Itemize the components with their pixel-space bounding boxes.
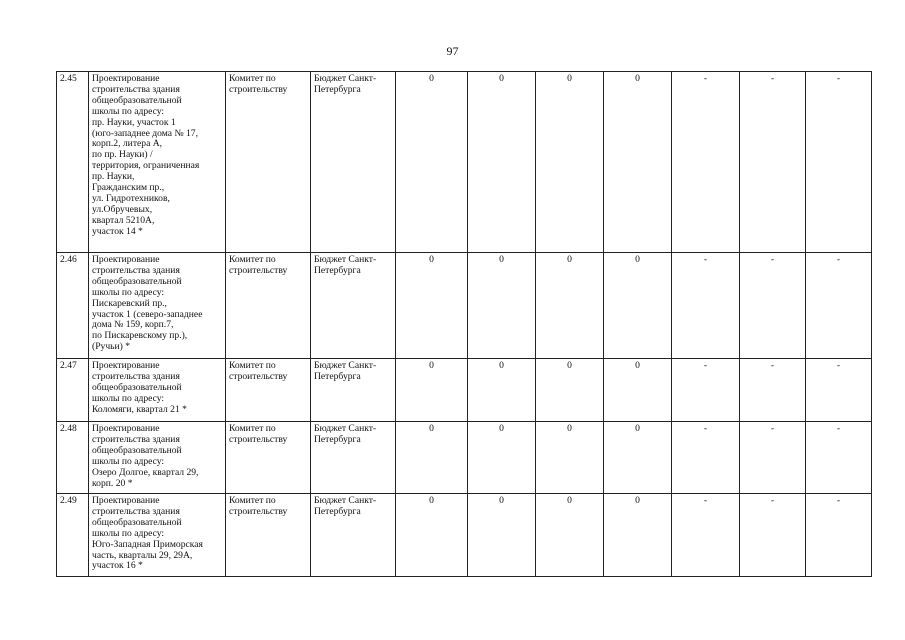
item-number-cell-text: 2.47 — [60, 360, 77, 371]
funding-source-cell-text: Бюджет Санкт- Петербурга — [314, 495, 377, 517]
funding-source-cell-text: Бюджет Санкт- Петербурга — [314, 423, 377, 445]
funding-source-cell-text: Бюджет Санкт- Петербурга — [314, 360, 377, 382]
value-cell — [806, 359, 872, 422]
value-cell-text: - — [770, 254, 775, 265]
value-cell — [672, 253, 740, 359]
value-cell-text: 0 — [635, 360, 640, 371]
value-cell — [396, 72, 468, 253]
value-cell — [604, 359, 672, 422]
value-cell-text: 0 — [635, 73, 640, 84]
value-cell-text: - — [836, 73, 841, 84]
value-cell — [468, 422, 536, 494]
funding-source-cell — [311, 422, 396, 494]
value-cell-text: 0 — [429, 73, 434, 84]
value-cell-text: - — [770, 495, 775, 506]
executor-cell — [226, 72, 311, 253]
value-cell — [396, 422, 468, 494]
value-cell-text: 0 — [567, 360, 572, 371]
activity-name-cell-text: Проектирование строительства здания общеобразовательной школы по адресу: Озеро Долгое, квартал 29, корп. 20 * — [92, 423, 199, 489]
value-cell — [806, 253, 872, 359]
funding-source-cell-text: Бюджет Санкт- Петербурга — [314, 73, 377, 95]
table-row — [57, 359, 872, 422]
value-cell-text: 0 — [499, 73, 504, 84]
activity-name-cell — [89, 494, 226, 577]
value-cell-text: 0 — [429, 254, 434, 265]
value-cell-text: - — [703, 73, 708, 84]
value-cell — [468, 494, 536, 577]
activity-name-cell-text: Проектирование строительства здания общеобразовательной школы по адресу: Пискаревский пр., участок 1 (северо-западнее дома № 159, корп.7, по Пискаревскому пр.), (Ручьи) * — [92, 254, 203, 353]
activity-name-cell — [89, 422, 226, 494]
executor-cell-text: Комитет по строительству — [229, 423, 288, 445]
value-cell — [604, 253, 672, 359]
activity-name-cell — [89, 253, 226, 359]
funding-source-cell — [311, 72, 396, 253]
value-cell — [468, 359, 536, 422]
item-number-cell-text: 2.49 — [60, 495, 77, 506]
funding-source-cell — [311, 359, 396, 422]
value-cell — [806, 72, 872, 253]
value-cell — [740, 494, 806, 577]
value-cell — [468, 253, 536, 359]
item-number-cell — [57, 359, 89, 422]
value-cell-text: - — [703, 254, 708, 265]
value-cell — [536, 494, 604, 577]
value-cell-text: 0 — [635, 254, 640, 265]
value-cell-text: 0 — [567, 423, 572, 434]
value-cell-text: - — [836, 254, 841, 265]
activity-name-cell-text: Проектирование строительства здания общеобразовательной школы по адресу: пр. Науки, участок 1 (юго-западнее дома № 17, корп.2, литера А, по пр. Науки) / территория, ограниченная пр. Науки, Гражданским пр., ул. Гидротехников, ул.Обручевых, квартал 5210А, участок 14 * — [92, 73, 200, 237]
table-row — [57, 494, 872, 577]
value-cell — [396, 359, 468, 422]
value-cell — [536, 72, 604, 253]
activity-name-cell-text: Проектирование строительства здания общеобразовательной школы по адресу: Юго-Западная Приморская часть, кварталы 29, 29А, участок 16 * — [92, 495, 203, 572]
value-cell — [740, 422, 806, 494]
value-cell — [396, 253, 468, 359]
value-cell — [604, 494, 672, 577]
executor-cell-text: Комитет по строительству — [229, 254, 288, 276]
value-cell — [536, 359, 604, 422]
value-cell — [468, 72, 536, 253]
item-number-cell — [57, 494, 89, 577]
executor-cell — [226, 494, 311, 577]
value-cell-text: - — [770, 423, 775, 434]
value-cell-text: 0 — [635, 495, 640, 506]
value-cell — [672, 359, 740, 422]
value-cell-text: 0 — [499, 423, 504, 434]
value-cell-text: - — [836, 360, 841, 371]
item-number-cell-text: 2.46 — [60, 254, 77, 265]
value-cell-text: - — [836, 495, 841, 506]
executor-cell — [226, 359, 311, 422]
value-cell-text: - — [703, 495, 708, 506]
executor-cell — [226, 422, 311, 494]
value-cell — [740, 72, 806, 253]
item-number-cell-text: 2.45 — [60, 73, 77, 84]
executor-cell — [226, 253, 311, 359]
item-number-cell-text: 2.48 — [60, 423, 77, 434]
value-cell-text: 0 — [567, 73, 572, 84]
value-cell — [536, 253, 604, 359]
activity-name-cell-text: Проектирование строительства здания общеобразовательной школы по адресу: Коломяги, квартал 21 * — [92, 360, 187, 415]
table-row — [57, 72, 872, 253]
value-cell-text: 0 — [635, 423, 640, 434]
value-cell-text: 0 — [429, 423, 434, 434]
value-cell-text: - — [703, 360, 708, 371]
value-cell — [604, 72, 672, 253]
value-cell-text: 0 — [567, 495, 572, 506]
value-cell — [672, 72, 740, 253]
executor-cell-text: Комитет по строительству — [229, 495, 288, 517]
funding-source-cell — [311, 253, 396, 359]
value-cell-text: 0 — [429, 495, 434, 506]
activity-name-cell — [89, 359, 226, 422]
item-number-cell — [57, 72, 89, 253]
value-cell-text: 0 — [499, 254, 504, 265]
value-cell-text: - — [836, 423, 841, 434]
activity-name-cell — [89, 72, 226, 253]
table-row — [57, 253, 872, 359]
funding-source-cell — [311, 494, 396, 577]
value-cell — [396, 494, 468, 577]
value-cell — [672, 422, 740, 494]
value-cell — [672, 494, 740, 577]
program-table — [56, 71, 872, 577]
value-cell — [806, 422, 872, 494]
item-number-cell — [57, 422, 89, 494]
value-cell-text: 0 — [499, 495, 504, 506]
table-row — [57, 422, 872, 494]
executor-cell-text: Комитет по строительству — [229, 73, 288, 95]
table-body — [57, 72, 872, 577]
value-cell — [740, 253, 806, 359]
value-cell — [536, 422, 604, 494]
funding-source-cell-text: Бюджет Санкт- Петербурга — [314, 254, 377, 276]
value-cell-text: 0 — [499, 360, 504, 371]
value-cell — [740, 359, 806, 422]
value-cell-text: - — [770, 360, 775, 371]
value-cell — [806, 494, 872, 577]
value-cell-text: - — [703, 423, 708, 434]
value-cell-text: 0 — [429, 360, 434, 371]
value-cell-text: 0 — [567, 254, 572, 265]
item-number-cell — [57, 253, 89, 359]
page-number: 97 — [446, 44, 459, 58]
value-cell-text: - — [770, 73, 775, 84]
executor-cell-text: Комитет по строительству — [229, 360, 288, 382]
value-cell — [604, 422, 672, 494]
